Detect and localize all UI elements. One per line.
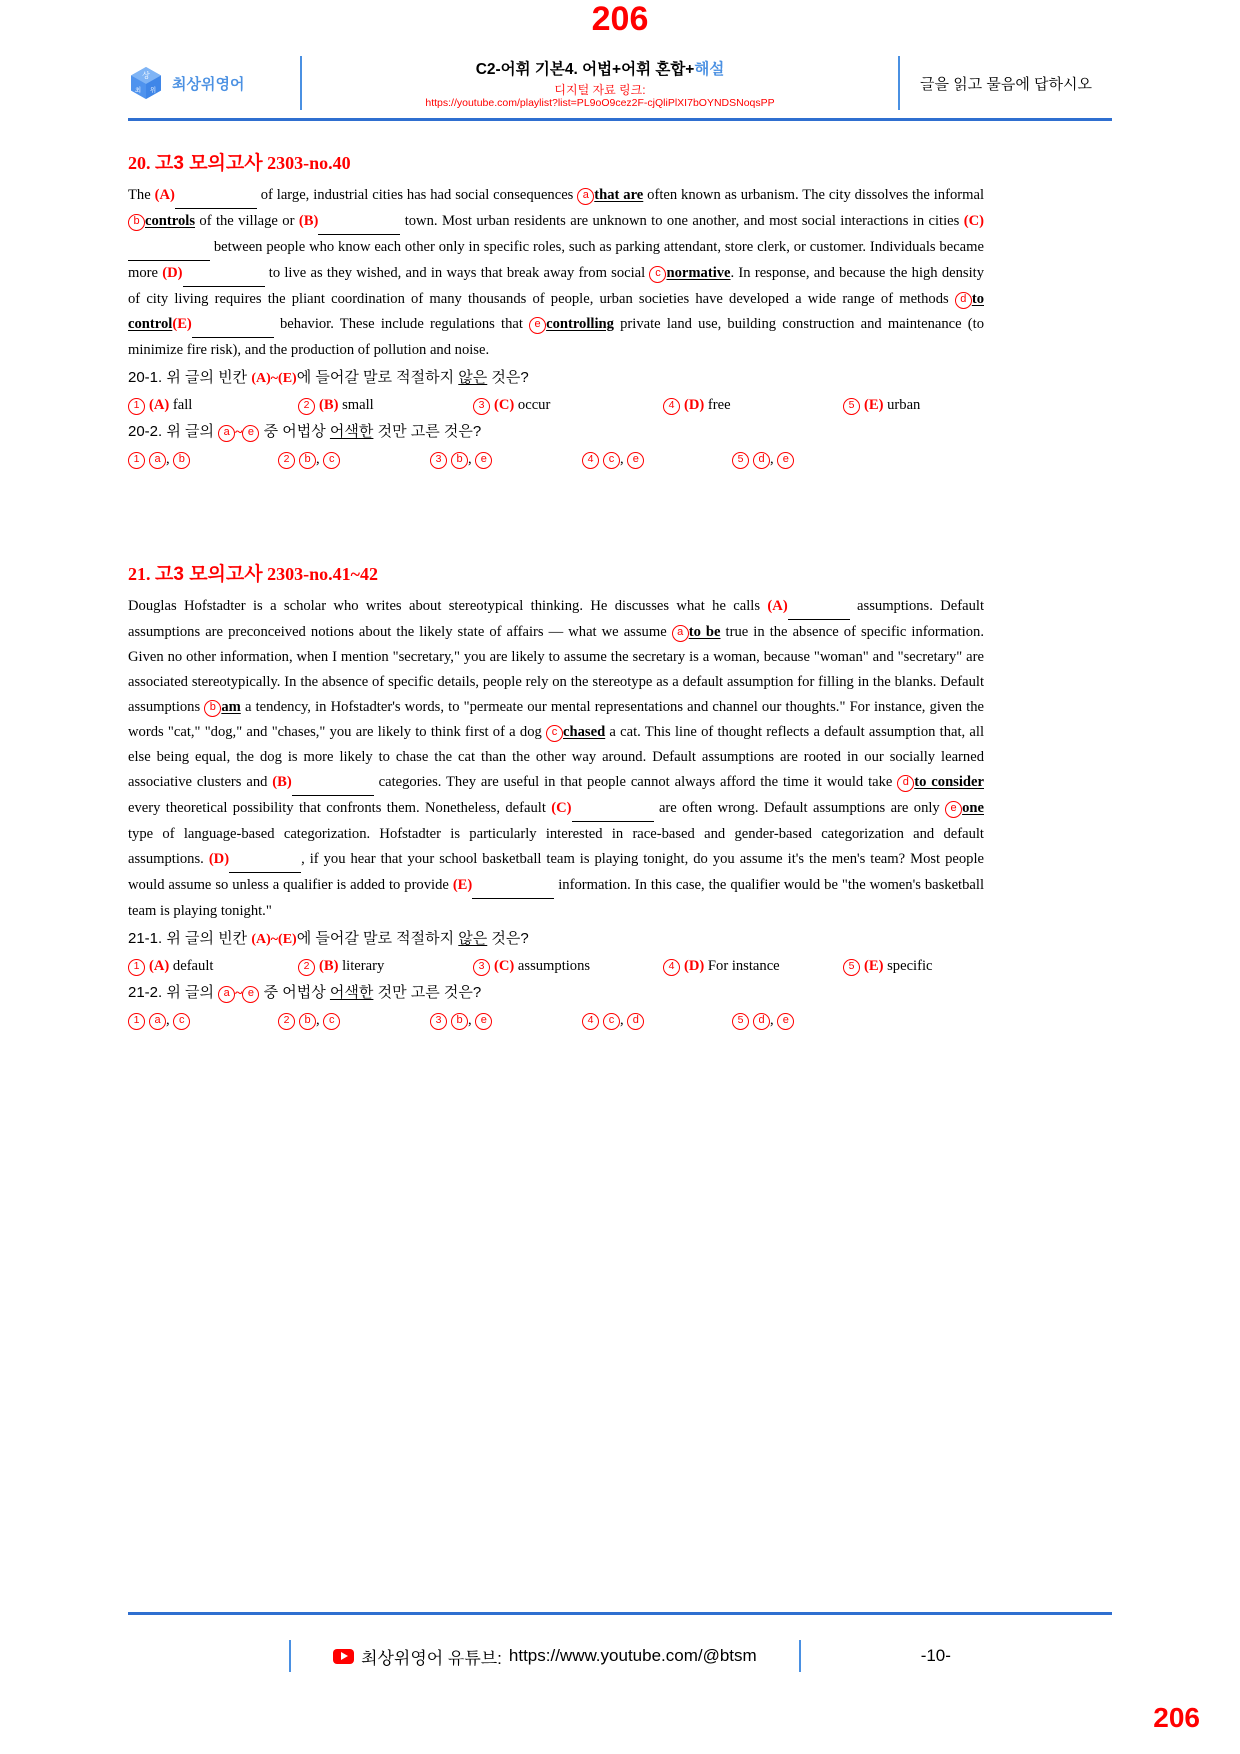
answer-choice[interactable] — [663, 393, 843, 417]
q20-1-prefix: 20-1. 위 글의 빈칸 — [128, 369, 252, 386]
underlined-phrase: that are — [594, 187, 644, 203]
page-header — [128, 52, 1112, 114]
choice-value: occur — [514, 397, 551, 413]
blank-fill-line[interactable] — [229, 847, 301, 873]
choice-value: free — [704, 397, 731, 413]
choice-key: (A) — [149, 958, 170, 974]
brand-name: 최상위영어 — [172, 75, 245, 93]
blank-label: (A) — [767, 598, 788, 614]
marker-c-icon: c — [546, 725, 563, 742]
choice-key: (E) — [864, 958, 884, 974]
header-brand-block — [128, 65, 300, 101]
q21-1-mid: 에 들어갈 말로 적절하지 — [296, 930, 459, 947]
q20-2-ref-e: e — [242, 425, 259, 442]
choice-marker-c-icon: c — [173, 1013, 190, 1030]
blank-fill-line[interactable] — [175, 183, 257, 209]
q21-2-ref-e: e — [242, 986, 259, 1003]
choice-number-icon: 5 — [732, 1013, 749, 1030]
q21-1-suffix: 것은? — [487, 930, 529, 947]
choice-marker-b-icon: b — [451, 452, 468, 469]
choice-value: small — [338, 397, 374, 413]
choice-marker-c-icon: c — [323, 1013, 340, 1030]
choice-value: assumptions — [514, 958, 591, 974]
answer-choice[interactable]: 1 a , b — [128, 447, 278, 471]
choice-marker-e-icon: e — [777, 1013, 794, 1030]
underlined-phrase: one — [962, 800, 984, 816]
question-20-heading — [128, 148, 984, 175]
marker-e-icon: e — [529, 317, 546, 334]
blank-label: (E) — [172, 316, 192, 332]
choice-number-icon: 1 — [128, 1013, 145, 1030]
answer-choice[interactable] — [128, 393, 298, 417]
q21-passage: Douglas Hofstadter is a scholar who writes about stereotypical thinking. He discusses what he calls (A) assumptions. Default assumptions are preconceived notions about the likely state of affairs — what we assume a to be true in the absence of specific information. Given no other information, when I mention "secretary," you are likely to assume the secretary is a woman, because "woman" and "secretary" are associated stereotypically. In the absence of specific details, people rely on the stereotype as a default assumption for filling in the blanks. Default assumptions b am a tendency, in Hofstadter's words, to "permeate our mental representations and channel our thoughts." For instance, given the words "cat," "dog," and "chases," you are likely to think first of a dog c chased a cat. This line of thought reflects a default assumption that, all else being equal, the dog is more likely to chase the cat than the other way around. Default assumptions are rooted in our socially learned associative clusters and (B) categories. They are useful in that people cannot always afford the time it would take d to consider every theoretical possibility that confronts them. Nonetheless, default (C) are often wrong. Default assumptions are only e one type of language-based categorization. Hofstadter is particularly interested in race-based and gender-based categorization and default assumptions. (D) , if you hear that your school basketball team is playing tonight, do you assume it's the men's team? Most people would assume so unless a qualifier is added to provide (E) information. In this case, the qualifier would be "the women's basketball team is playing tonight." — [128, 594, 984, 924]
choice-number-icon: 5 — [732, 452, 749, 469]
blank-label: (B) — [298, 213, 319, 229]
choice-value: literary — [338, 958, 385, 974]
q20-2-negation: 어색한 — [329, 423, 374, 440]
q20-passage: The (A) of large, industrial cities has had social consequences a that are often known as urbanism. The city dissolves the informal b controls of the village or (B) town. Most urban residents are unknown to one another, and most social interactions in cities (C) between people who know each other only in specific roles, such as parking attendant, store clerk, or customer. Individuals became more (D) to live as they wished, and in ways that break away from social c normative. In response, and because the high density of city living requires the pliant coordination of many thousands of people, urban societies have developed a wide range of methods d to control(E) behavior. These include regulations that e controlling private land use, building construction and maintenance (to minimize fire risk), and the production of pollution and noise. — [128, 183, 984, 363]
choice-marker-e-icon: e — [777, 452, 794, 469]
q21-1-prompt — [128, 927, 984, 952]
cube-logo-icon — [128, 65, 164, 101]
q20-1-prompt — [128, 366, 984, 391]
choice-value: urban — [883, 397, 921, 413]
answer-choice[interactable]: 3 b , e — [430, 1008, 582, 1032]
choice-number-icon: 4 — [582, 452, 599, 469]
answer-choice[interactable]: 4 c , d — [582, 1008, 732, 1032]
marker-d-icon: d — [955, 292, 972, 309]
q21-2-choices[interactable] — [128, 1008, 984, 1032]
answer-choice[interactable] — [298, 954, 473, 978]
q20-number: 20. — [128, 153, 151, 173]
blank-label: (D) — [162, 265, 183, 281]
choice-number-icon: 3 — [430, 452, 447, 469]
header-instruction: 글을 읽고 물음에 답하시오 — [920, 75, 1092, 93]
blank-fill-line[interactable] — [472, 873, 554, 899]
blank-fill-line[interactable] — [292, 770, 374, 796]
q20-code: 2303-no.40 — [267, 153, 351, 173]
q21-1-prefix: 21-1. 위 글의 빈칸 — [128, 930, 252, 947]
svg-text:상: 상 — [142, 71, 150, 80]
q21-kor-title: 고3 모의고사 — [155, 564, 263, 585]
choice-value: For instance — [704, 958, 780, 974]
q21-code: 2303-no.41~42 — [267, 564, 378, 584]
footer-rule — [128, 1612, 1112, 1615]
svg-text:최: 최 — [134, 86, 142, 94]
header-rule — [128, 118, 1112, 121]
blank-label: (B) — [272, 774, 292, 790]
choice-number-icon: 2 — [298, 959, 315, 976]
underlined-phrase: normative — [666, 265, 731, 281]
marker-b-icon: b — [204, 700, 221, 717]
choice-marker-a-icon: a — [149, 1013, 166, 1030]
q20-1-choices[interactable] — [128, 393, 984, 417]
choice-key: (A) — [149, 397, 170, 413]
q20-kor-title: 고3 모의고사 — [155, 153, 263, 174]
choice-number-icon: 4 — [663, 959, 680, 976]
choice-number-icon: 3 — [473, 398, 490, 415]
q20-1-mid: 에 들어갈 말로 적절하지 — [296, 369, 459, 386]
q20-1-negation: 않은 — [458, 369, 488, 386]
choice-number-icon: 2 — [278, 1013, 295, 1030]
marker-b-icon: b — [128, 214, 145, 231]
svg-text:위: 위 — [149, 86, 157, 94]
q20-2-suffix: 것만 고른 것은? — [373, 423, 482, 440]
q21-1-choices[interactable] — [128, 954, 984, 978]
q20-2-ref-tilde: ~ — [235, 425, 243, 440]
choice-marker-e-icon: e — [475, 1013, 492, 1030]
underlined-phrase: chased — [563, 724, 606, 740]
marker-e-icon: e — [945, 801, 962, 818]
choice-marker-e-icon: e — [475, 452, 492, 469]
blank-fill-line[interactable] — [192, 312, 274, 338]
choice-value: specific — [883, 958, 933, 974]
choice-marker-b-icon: b — [173, 452, 190, 469]
underlined-phrase: to be — [688, 624, 721, 640]
q21-2-prefix: 21-2. 위 글의 — [128, 984, 219, 1001]
choice-number-icon: 5 — [843, 959, 860, 976]
header-title-main: C2-어휘 기본4. 어법+어휘 혼합+ — [475, 60, 695, 78]
q21-1-negation: 않은 — [458, 930, 488, 947]
choice-number-icon: 1 — [128, 398, 145, 415]
choice-number-icon: 1 — [128, 959, 145, 976]
header-center-block — [302, 57, 898, 109]
header-title-accent: 해설 — [694, 60, 725, 78]
answer-choice[interactable]: 4 c , e — [582, 447, 732, 471]
blank-fill-line[interactable] — [183, 261, 265, 287]
answer-choice[interactable] — [298, 393, 473, 417]
page-number-top: 206 — [591, 0, 649, 38]
blank-label: (C) — [963, 213, 984, 229]
header-link-label: 디지털 자료 링크: — [554, 82, 646, 97]
choice-marker-c-icon: c — [603, 452, 620, 469]
blank-label: (C) — [551, 800, 572, 816]
choice-key: (C) — [494, 397, 515, 413]
choice-key: (B) — [319, 958, 339, 974]
choice-key: (D) — [684, 397, 705, 413]
answer-choice[interactable]: 3 b , e — [430, 447, 582, 471]
q20-1-suffix: 것은? — [487, 369, 529, 386]
choice-number-icon: 4 — [582, 1013, 599, 1030]
answer-choice[interactable] — [128, 954, 298, 978]
blank-label: (D) — [208, 851, 230, 867]
section-spacer — [128, 471, 984, 559]
marker-d-icon: d — [897, 775, 914, 792]
header-title — [314, 57, 886, 79]
choice-marker-c-icon: c — [323, 452, 340, 469]
q21-number: 21. — [128, 564, 151, 584]
q21-1-ref: (A)~(E) — [251, 932, 297, 947]
choice-number-icon: 2 — [278, 452, 295, 469]
footer-center-block — [291, 1644, 799, 1669]
question-21-heading — [128, 559, 984, 586]
marker-a-icon: a — [672, 625, 689, 642]
q21-2-suffix: 것만 고른 것은? — [373, 984, 482, 1001]
answer-choice[interactable]: 5 d , e — [732, 447, 794, 471]
choice-marker-c-icon: c — [603, 1013, 620, 1030]
header-link-url[interactable]: https://youtube.com/playlist?list=PL9oO9cez2F-cjQliPlXI7bOYNDSNoqsPP — [425, 97, 775, 110]
underlined-phrase: to control — [128, 291, 984, 332]
choice-number-icon: 3 — [430, 1013, 447, 1030]
choice-number-icon: 5 — [843, 398, 860, 415]
answer-choice[interactable] — [843, 954, 933, 978]
q20-2-prompt — [128, 420, 984, 445]
choice-marker-d-icon: d — [753, 1013, 770, 1030]
q21-2-negation: 어색한 — [329, 984, 374, 1001]
answer-choice[interactable] — [473, 393, 663, 417]
blank-fill-line[interactable] — [788, 594, 850, 620]
footer-youtube-url[interactable]: https://www.youtube.com/@btsm — [508, 1646, 757, 1665]
footer-page-label: -10- — [920, 1646, 951, 1665]
choice-key: (C) — [494, 958, 515, 974]
choice-marker-d-icon: d — [753, 452, 770, 469]
underlined-phrase: controls — [145, 213, 195, 229]
underlined-phrase: to consider — [914, 774, 984, 790]
q21-2-prompt — [128, 981, 984, 1006]
q21-2-mid: 중 어법상 — [259, 984, 330, 1001]
choice-marker-b-icon: b — [451, 1013, 468, 1030]
answer-choice[interactable]: 5 d , e — [732, 1008, 794, 1032]
q21-2-ref-a: a — [218, 986, 235, 1003]
choice-key: (B) — [319, 397, 339, 413]
blank-fill-line[interactable] — [572, 796, 654, 822]
page-footer — [128, 1640, 1112, 1672]
q20-2-ref-a: a — [218, 425, 235, 442]
underlined-phrase: am — [221, 699, 241, 715]
answer-choice[interactable]: 2 b , c — [278, 1008, 430, 1032]
youtube-play-icon — [333, 1649, 354, 1664]
q20-2-choices[interactable] — [128, 447, 984, 471]
blank-label: (E) — [452, 877, 473, 893]
choice-value: default — [169, 958, 214, 974]
answer-choice[interactable] — [663, 954, 843, 978]
choice-marker-b-icon: b — [299, 1013, 316, 1030]
choice-marker-d-icon: d — [627, 1013, 644, 1030]
answer-choice[interactable]: 2 b , c — [278, 447, 430, 471]
marker-c-icon: c — [649, 266, 666, 283]
choice-marker-b-icon: b — [299, 452, 316, 469]
answer-choice[interactable] — [843, 393, 920, 417]
choice-marker-e-icon: e — [627, 452, 644, 469]
answer-choice[interactable] — [473, 954, 663, 978]
blank-fill-line[interactable] — [128, 235, 210, 261]
choice-value: fall — [169, 397, 193, 413]
choice-marker-a-icon: a — [149, 452, 166, 469]
blank-fill-line[interactable] — [318, 209, 400, 235]
footer-brand-label: 최상위영어 유튜브: — [361, 1648, 502, 1668]
choice-number-icon: 3 — [473, 959, 490, 976]
q21-2-ref-tilde: ~ — [235, 986, 243, 1001]
choice-number-icon: 4 — [663, 398, 680, 415]
page-number-bottom: 206 — [1153, 1702, 1200, 1733]
marker-a-icon: a — [577, 188, 594, 205]
blank-label: (A) — [154, 187, 175, 203]
choice-number-icon: 1 — [128, 452, 145, 469]
choice-key: (D) — [684, 958, 705, 974]
q20-2-prefix: 20-2. 위 글의 — [128, 423, 219, 440]
content-body — [128, 148, 984, 1032]
underlined-phrase: controlling — [546, 316, 614, 332]
choice-key: (E) — [864, 397, 884, 413]
q20-2-mid: 중 어법상 — [259, 423, 330, 440]
choice-number-icon: 2 — [298, 398, 315, 415]
answer-choice[interactable]: 1 a , c — [128, 1008, 278, 1032]
q20-1-ref: (A)~(E) — [251, 371, 297, 386]
